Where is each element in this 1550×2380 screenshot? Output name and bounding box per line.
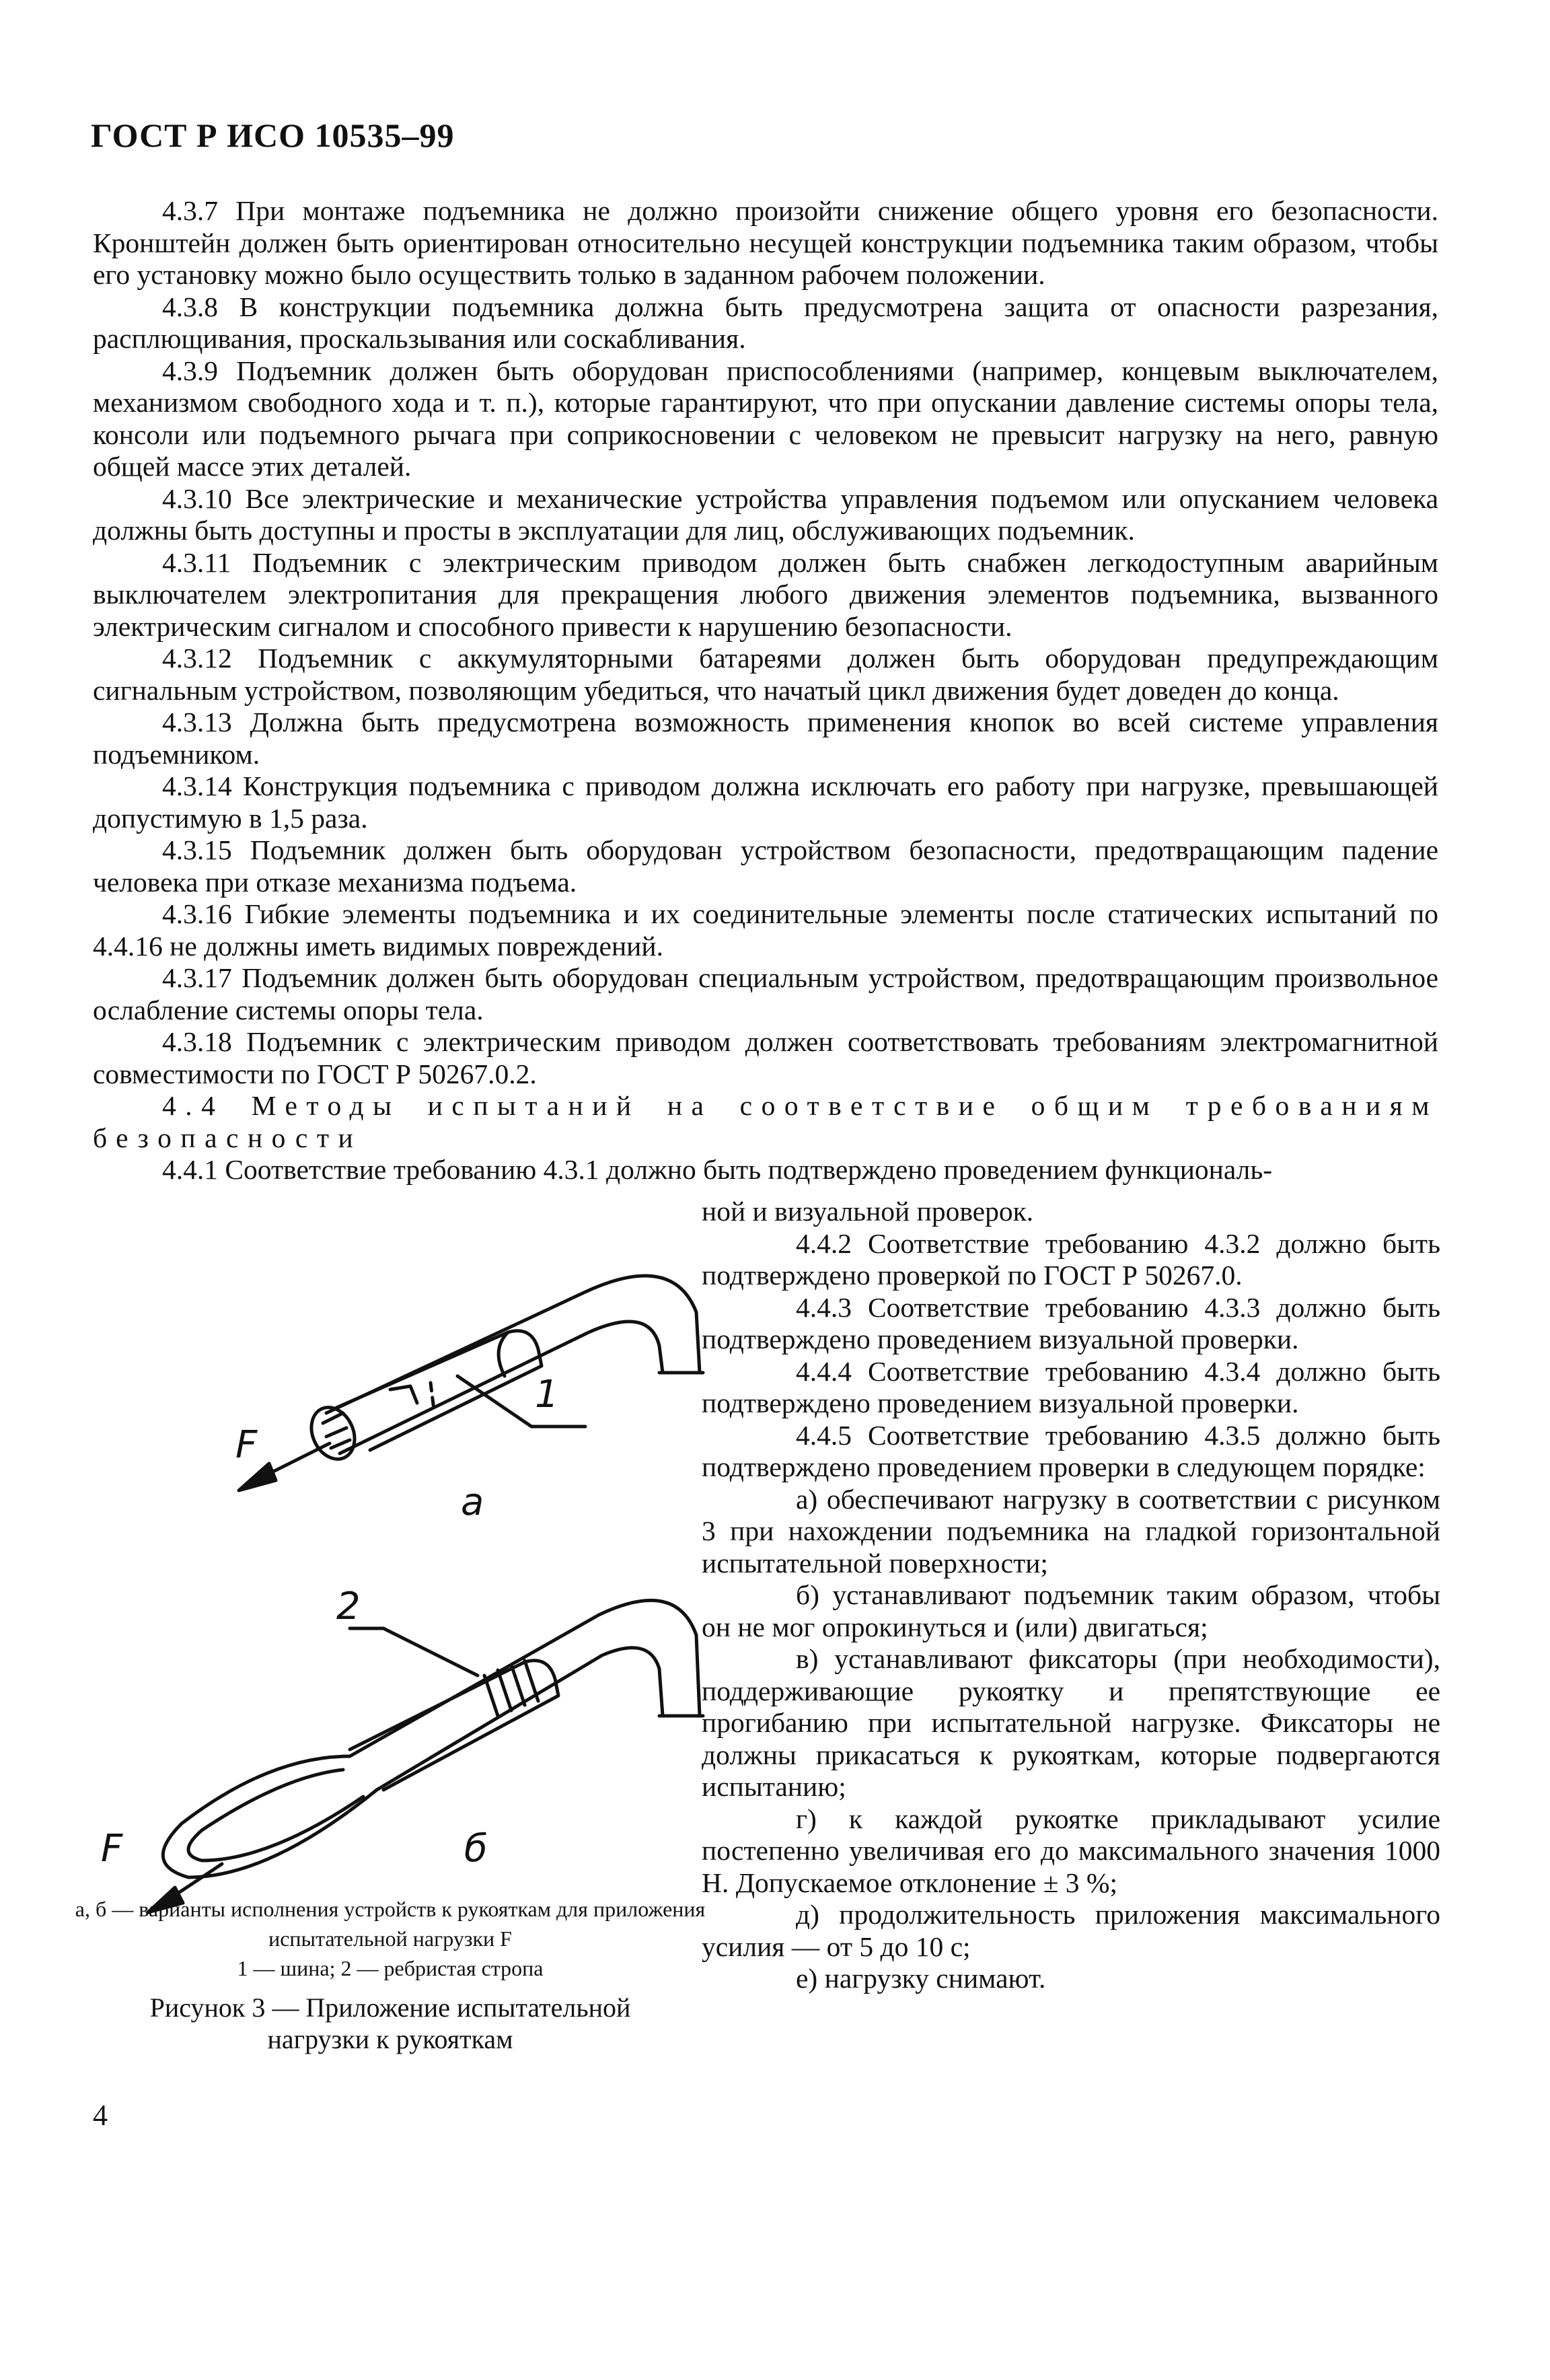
strap-2-drawing [350, 1661, 558, 1790]
variant-label-a: а [461, 1480, 484, 1524]
handle-b-drawing [163, 1600, 703, 1877]
paragraph-4-4-1-end: ной и визуальной проверок. [702, 1196, 1034, 1227]
legend-parts: 1 — шина; 2 — ребристая стропа [237, 1956, 544, 1980]
paragraph-4-4-2: 4.4.2 Соответствие требованию 4.3.2 должно быть подтверждено проверкой по ГОСТ Р 50267.0. [702, 1227, 1440, 1291]
callout-1: 1 [535, 1373, 559, 1416]
paragraph-4-3-12: 4.3.12 Подъемник с аккумуляторными батареями должен быть оборудован предупреждающим сигнальным устройством, позволяющим убедиться, что начатый цикл движения будет доведен до конца. [93, 643, 1438, 706]
document-header: ГОСТ Р ИСО 10535–99 [91, 116, 455, 154]
paragraph-4-4-4: 4.4.4 Соответствие требованию 4.3.4 должно быть подтверждено проведением визуальной проверки. [702, 1355, 1440, 1418]
figure-title-line1: Рисунок 3 — Приложение испытательной [149, 1992, 631, 2023]
paragraph-4-3-18: 4.3.18 Подъемник с электрическим приводом должен соответствовать требованиям электромагнитной совместимости по ГОСТ Р 50267.0.2. [93, 1026, 1438, 1089]
step-d: д) продолжительность приложения максимального усилия — от 5 до 10 с; [702, 1899, 1440, 1962]
paragraph-4-4-5: 4.4.5 Соответствие требованию 4.3.5 должно быть подтверждено проведением проверки в следующем порядке: [702, 1419, 1440, 1482]
step-b: б) устанавливают подъемник таким образом, чтобы он не мог опрокинуться и (или) двигаться; [702, 1579, 1440, 1643]
variant-label-b: б [464, 1827, 488, 1871]
section-heading-4-4: 4.4 Методы испытаний на соответствие общим требованиям безопасности [93, 1090, 1438, 1153]
legend-variants: а, б — варианты исполнения устройств к рукояткам для приложения испытательной нагрузки F [75, 1897, 706, 1951]
paragraph-4-3-7: 4.3.7 При монтаже подъемника не должно произойти снижение общего уровня его безопасности. Кронштейн должен быть ориентирован относительно несущей конструкции подъемника таким образом, чтобы его установку можно было осуществить только в заданном рабочем положении. [93, 195, 1438, 290]
page-number: 4 [93, 2099, 108, 2132]
step-e: е) нагрузку снимают. [796, 1963, 1046, 1994]
paragraph-4-4-1: 4.4.1 Соответствие требованию 4.3.1 должно быть подтверждено проведением функциональ- [162, 1154, 1273, 1185]
callout-2: 2 [336, 1585, 361, 1628]
step-v: в) устанавливают фиксаторы (при необходимости), поддерживающие рукоятку и препятствующие ее прогибанию при испытательной нагрузке. Фиксаторы не должны прикасаться к рукояткам, которые подвергаются испытанию; [702, 1643, 1440, 1802]
paragraph-4-3-8: 4.3.8 В конструкции подъемника должна быть предусмотрена защита от опасности разрезания, расплющивания, проскальзывания или соскабливания. [93, 291, 1438, 354]
figure-title-line2: нагрузки к рукояткам [267, 2024, 513, 2054]
force-label-b: F [101, 1827, 123, 1871]
paragraph-4-3-11: 4.3.11 Подъемник с электрическим приводом должен быть снабжен легкодоступным аварийным выключателем электропитания для прекращения любого движения элементов подъемника, вызванного электрическим сигналом и способного привести к нарушению безопасности. [93, 546, 1438, 642]
right-column [702, 1196, 1440, 1995]
figure-legend [67, 1894, 713, 1983]
force-label-a: F [235, 1423, 258, 1467]
step-g: г) к каждой рукоятке прикладывают усилие постепенно увеличивая его до максимального значения 1000 Н. Допускаемое отклонение ± 3 %; [702, 1803, 1440, 1898]
requirements-block [93, 195, 1438, 1186]
paragraph-4-3-17: 4.3.17 Подъемник должен быть оборудован специальным устройством, предотвращающим произвольное ослабление системы опоры тела. [93, 962, 1438, 1025]
figure-title [67, 1992, 713, 2055]
paragraph-4-4-3: 4.4.3 Соответствие требованию 4.3.3 должно быть подтверждено проведением визуальной проверки. [702, 1291, 1440, 1355]
sleeve-1-drawing [336, 1331, 542, 1450]
leader-line-2 [350, 1628, 478, 1675]
paragraph-4-3-15: 4.3.15 Подъемник должен быть оборудован устройством безопасности, предотвращающим падение человека при отказе механизма подъема. [93, 834, 1438, 898]
step-a: а) обеспечивают нагрузку в соответствии с рисунком 3 при нахождении подъемника на гладкой горизонтальной испытательной поверхности; [702, 1483, 1440, 1579]
paragraph-4-3-13: 4.3.13 Должна быть предусмотрена возможность применения кнопок во всей системе управления подъемником. [93, 707, 1438, 770]
paragraph-4-3-16: 4.3.16 Гибкие элементы подъемника и их соединительные элементы после статических испытаний по 4.4.16 не должны иметь видимых повреждений. [93, 898, 1438, 962]
paragraph-4-3-9: 4.3.9 Подъемник должен быть оборудован приспособлениями (например, концевым выключателем, механизмом свободного хода и т. п.), которые гарантируют, что при опускании давление системы опоры тела, консоли или подъемного рычага при соприкосновении с человеком не превысит нагрузку на него, равную общей массе этих деталей. [93, 355, 1438, 482]
leader-line-1 [457, 1376, 585, 1427]
paragraph-4-3-10: 4.3.10 Все электрические и механические устройства управления подъемом или опусканием человека должны быть доступны и просты в эксплуатации для лиц, обслуживающих подъемник. [93, 482, 1438, 546]
paragraph-4-3-14: 4.3.14 Конструкция подъемника с приводом должна исключать его работу при нагрузке, превышающей допустимую в 1,5 раза. [93, 770, 1438, 834]
